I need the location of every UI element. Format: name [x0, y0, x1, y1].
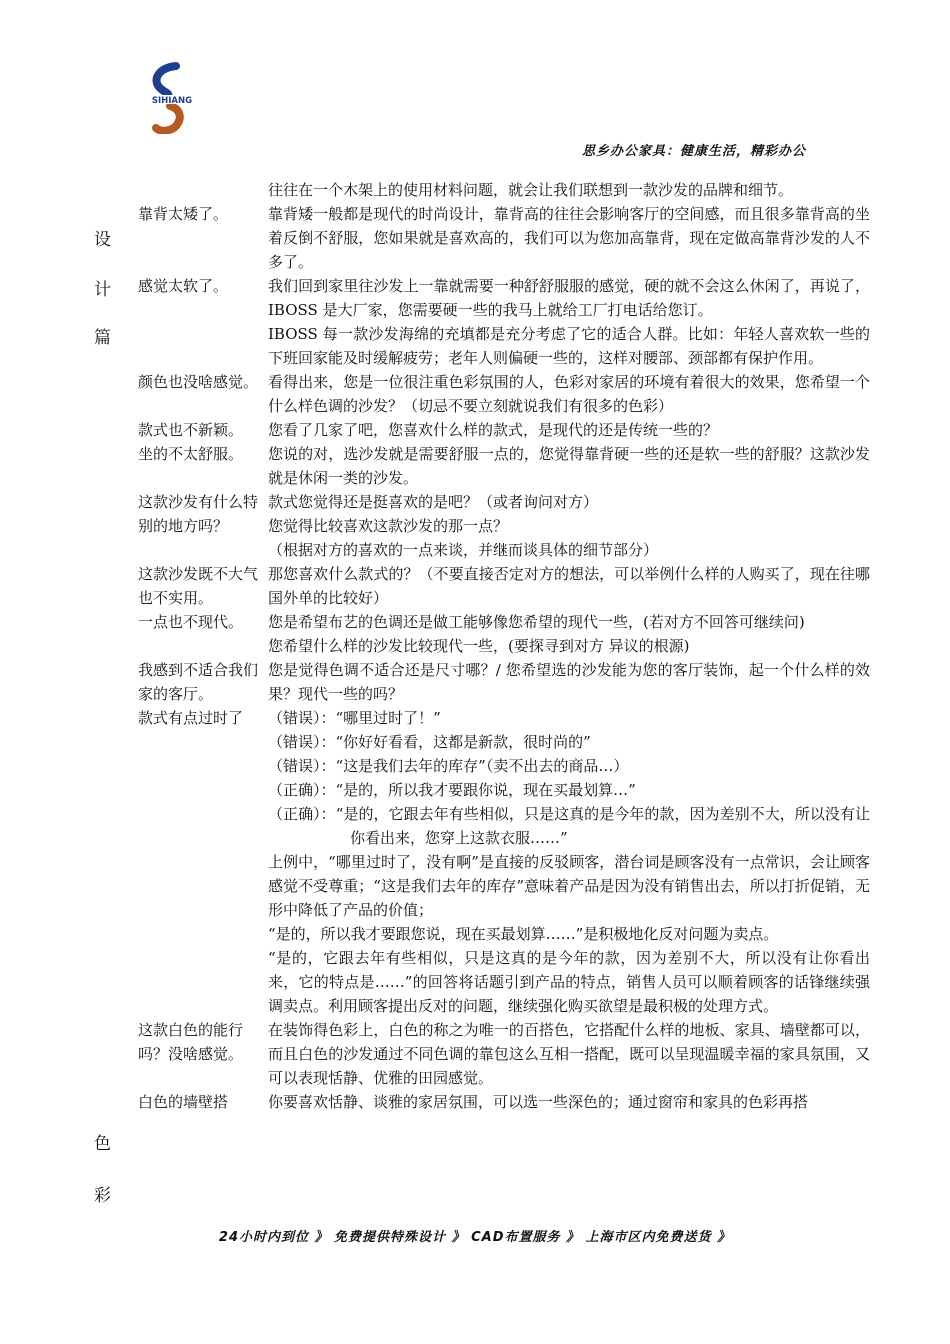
customer-objection: 这款沙发有什么特别的地方吗？: [138, 493, 259, 535]
side-label-color-1: 色: [94, 1134, 111, 1154]
response-paragraph: （根据对方的喜欢的一点来谈，并继而谈具体的细节部分）: [268, 541, 659, 559]
explanation-paragraph: “是的，它跟去年有些相似，只是这真的是今年的款，因为差别不大，所以没有让你看出来，它的特点是……”的回答将话题引到产品的特点，销售人员可以顺着顾客的话锋继续强调卖点。利用顾客提出反对的问题，继续强化购买欲望是最积极的处理方式。: [268, 949, 870, 1015]
sales-response: [268, 274, 870, 370]
sales-response: [268, 610, 870, 658]
qa-row: [138, 274, 870, 370]
example-line: （错误）：“你好好看看，这都是新款，很时尚的”: [268, 733, 591, 751]
sales-response: [268, 706, 870, 1018]
qa-row: [138, 1090, 870, 1114]
response-paragraph: 那您喜欢什么款式的？（不要直接否定对方的想法，可以举例什么样的人购买了，现在往哪国外单的比较好）: [268, 565, 870, 607]
qa-row: [138, 610, 870, 658]
response-paragraph: 您是觉得色调不适合还是尺寸哪？/ 您希望选的沙发能为您的客厅装饰，起一个什么样的效果？现代一些的吗？: [268, 661, 870, 703]
qa-row: [138, 370, 870, 418]
sales-response: [268, 1090, 870, 1114]
response-paragraph: 款式您觉得还是挺喜欢的是吧？（或者询问对方）: [268, 493, 599, 511]
response-paragraph: 看得出来，您是一位很注重色彩氛围的人，色彩对家居的环境有着很大的效果，您希望一个什么样色调的沙发？（切忌不要立刻就说我们有很多的色彩）: [268, 373, 870, 415]
footer-services: 24小时内到位 》 免费提供特殊设计 》 CAD布置服务 》 上海市区内免费送货 》: [218, 1230, 732, 1245]
customer-objection: 白色的墙壁搭: [138, 1093, 229, 1111]
response-paragraph: 你要喜欢恬静、谈雅的家居氛围，可以选一些深色的；通过窗帘和家具的色彩再搭: [268, 1093, 809, 1111]
explanation-paragraph: “是的，所以我才要跟您说，现在买最划算……”是积极地化反对问题为卖点。: [268, 925, 779, 943]
response-paragraph: 您觉得比较喜欢这款沙发的那一点？: [268, 517, 509, 535]
slogan: 思乡办公家具：健康生活，精彩办公: [581, 144, 806, 159]
sales-response: [268, 418, 870, 442]
company-logo: [140, 62, 204, 134]
side-label-design-2: 计: [94, 280, 111, 300]
example-line: （正确）：“是的，它跟去年有些相似，只是这真的是今年的款，因为差别不大，所以没有让你看出来，您穿上这款衣服……”: [268, 805, 870, 847]
qa-list: [138, 178, 870, 1114]
response-paragraph: 您是希望布艺的色调还是做工能够像您希望的现代一些，(若对方不回答可继续问): [268, 613, 805, 631]
response-paragraph: 在装饰得色彩上，白色的称之为唯一的百搭色，它搭配什么样的地板、家具、墙壁都可以，而且白色的沙发通过不同色调的靠包这么互相一搭配，既可以呈现温暖幸福的家具氛围，又可以表现恬静、优雅的田园感觉。: [268, 1021, 870, 1087]
customer-objection: [138, 178, 268, 202]
example-line: （错误）：“这是我们去年的库存”（卖不出去的商品…）: [268, 757, 629, 775]
response-paragraph: 您看了几家了吧，您喜欢什么样的款式，是现代的还是传统一些的？: [268, 421, 719, 439]
response-paragraph: 您说的对，选沙发就是需要舒服一点的，您觉得靠背硬一些的还是软一些的舒服？这款沙发就是休闲一类的沙发。: [268, 445, 870, 487]
sales-response: [268, 370, 870, 418]
customer-objection: 我感到不适合我们家的客厅。: [138, 661, 259, 703]
sales-response: [268, 658, 870, 706]
customer-objection: 感觉太软了。: [138, 277, 229, 295]
customer-objection: 坐的不太舒服。: [138, 445, 244, 463]
customer-objection: 款式有点过时了: [138, 709, 244, 727]
sales-response: [268, 562, 870, 610]
response-paragraph: 我们回到家里往沙发上一靠就需要一种舒舒服服的感觉，硬的就不会这么休闲了，再说了，IBOSS 是大厂家，您需要硬一些的我马上就给工厂打电话给您订。: [268, 277, 870, 319]
response-paragraph: 您希望什么样的沙发比较现代一些，(要探寻到对方 异议的根源): [268, 637, 690, 655]
qa-row: [138, 562, 870, 610]
qa-row: [138, 706, 870, 1018]
customer-objection: 这款白色的能行吗？没啥感觉。: [138, 1021, 244, 1063]
side-label-color-2: 彩: [94, 1186, 111, 1206]
sales-response: [268, 1018, 870, 1090]
qa-row: [138, 490, 870, 562]
customer-objection: 这款沙发既不大气也不实用。: [138, 565, 259, 607]
example-line: （正确）：“是的，所以我才要跟你说，现在买最划算…”: [268, 781, 636, 799]
logo-text: SIHIANG: [151, 96, 193, 106]
sales-response: [268, 490, 870, 562]
qa-row: [138, 418, 870, 442]
response-paragraph: 往往在一个木架上的使用材料问题，就会让我们联想到一款沙发的品牌和细节。: [268, 181, 794, 199]
sales-response: [268, 202, 870, 274]
response-paragraph: IBOSS 每一款沙发海绵的充填都是充分考虑了它的适合人群。比如：年轻人喜欢软一些的下班回家能及时缓解疲劳；老年人则偏硬一些的，这样对腰部、颈部都有保护作用。: [268, 325, 870, 367]
customer-objection: 靠背太矮了。: [138, 205, 229, 223]
response-paragraph: 靠背矮一般都是现代的时尚设计，靠背高的往往会影响客厅的空间感，而且很多靠背高的坐着反倒不舒服，您如果就是喜欢高的，我们可以为您加高靠背，现在定做高靠背沙发的人不多了。: [268, 205, 870, 271]
explanation-paragraph: 上例中，“哪里过时了，没有啊”是直接的反驳顾客，潜台词是顾客没有一点常识，会让顾客感觉不受尊重；“这是我们去年的库存”意味着产品是因为没有销售出去，所以打折促销，无形中降低了产品的价值；: [268, 853, 870, 919]
side-label-design-1: 设: [94, 230, 111, 250]
qa-row: [138, 442, 870, 490]
qa-row: [138, 202, 870, 274]
qa-row: [138, 658, 870, 706]
example-line: （错误）：“哪里过时了！”: [268, 709, 441, 727]
side-label-design-3: 篇: [94, 328, 111, 348]
customer-objection: 一点也不现代。: [138, 613, 244, 631]
customer-objection: 款式也不新颖。: [138, 421, 244, 439]
qa-row: [138, 178, 870, 202]
qa-row: [138, 1018, 870, 1090]
sales-response: [268, 442, 870, 490]
sales-response: [268, 178, 870, 202]
customer-objection: 颜色也没啥感觉。: [138, 373, 259, 391]
